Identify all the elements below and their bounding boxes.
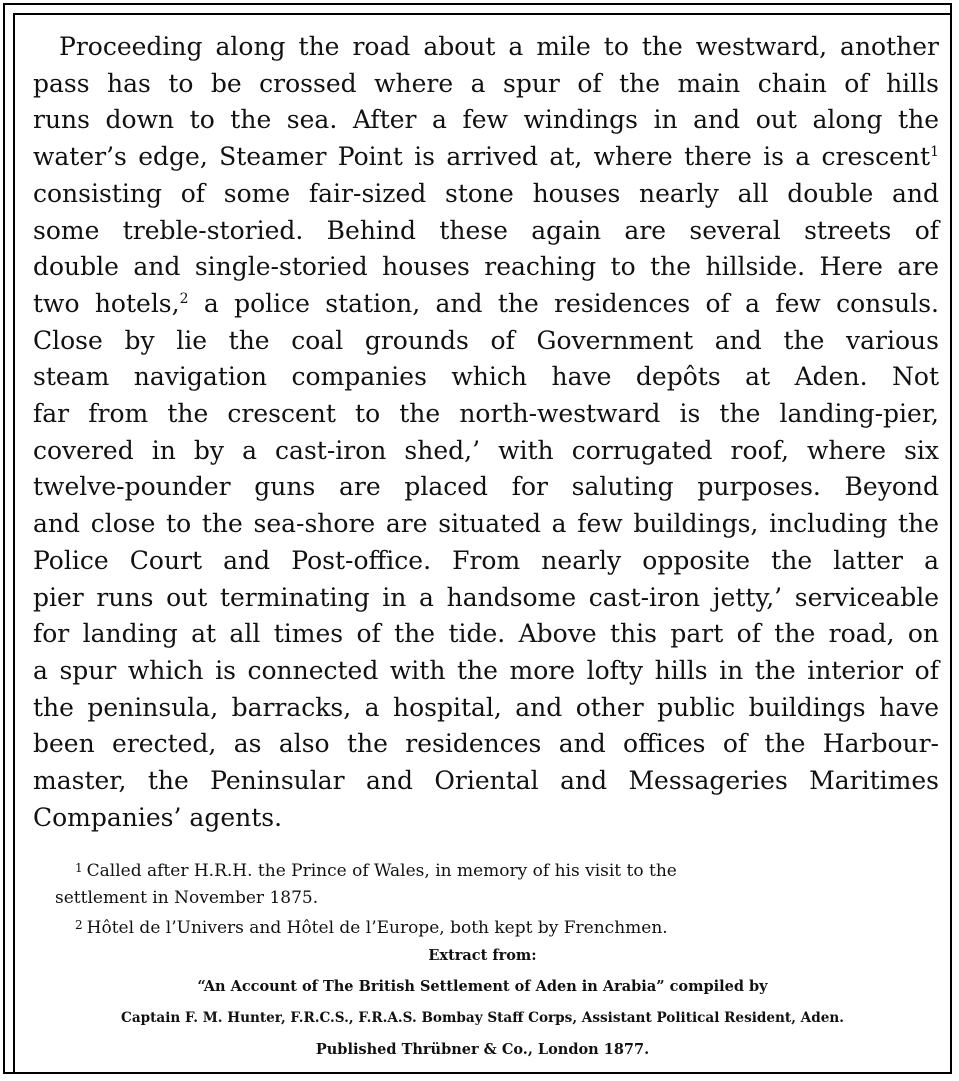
extract-author: Captain F. M. Hunter, F.R.C.S., F.R.A.S. Bombay Staff Corps, Assistant Political Resident, Aden.	[121, 1010, 844, 1026]
outer-border	[3, 3, 952, 1074]
passage-line	[33, 139, 939, 176]
passage-line: runs down to the sea. After a few windings in and out along the	[33, 105, 939, 135]
footnote-1	[55, 855, 895, 885]
extract-publisher: Published Thrübner & Co., London 1877.	[315, 1041, 650, 1058]
passage-line: consisting of some fair-sized stone houses nearly all double and	[33, 178, 939, 208]
passage-line: for landing at all times of the tide. Above this part of the road, on	[33, 619, 939, 649]
passage-line: the peninsula, barracks, a hospital, and other public buildings have	[33, 692, 939, 722]
document-page	[13, 13, 952, 1074]
passage-line: pass has to be crossed where a spur of the main chain of hills	[33, 68, 939, 98]
passage-line: covered in by a cast-iron shed,’ with corrugated roof, where six	[33, 435, 939, 465]
footnote-text: Called after H.R.H. the Prince of Wales, in memory of his visit to the	[86, 861, 677, 881]
extract-heading: Extract from:	[428, 947, 537, 964]
footnote-mark: 2	[75, 918, 83, 932]
passage-line: been erected, as also the residences and offices of the Harbour-	[33, 729, 939, 759]
passage-line: twelve-pounder guns are placed for saluting purposes. Beyond	[33, 472, 939, 502]
main-passage	[33, 29, 939, 836]
passage-line: double and single-storied houses reaching to the hillside. Here are	[33, 252, 939, 282]
footnote-ref-2: 2	[179, 290, 189, 307]
passage-line: Companies’ agents.	[33, 802, 283, 832]
extract-title: “An Account of The British Settlement of Aden in Arabia” compiled by	[197, 978, 768, 995]
passage-line: far from the crescent to the north-westward is the landing-pier,	[33, 399, 939, 429]
passage-line: and close to the sea-shore are situated a few buildings, including the	[33, 509, 939, 539]
passage-line-text: two hotels,	[33, 288, 180, 318]
footnote-2	[55, 912, 895, 942]
passage-line: Police Court and Post-office. From nearly opposite the latter a	[33, 545, 939, 575]
passage-line: some treble-storied. Behind these again are several streets of	[33, 215, 939, 245]
footnote-text: Hôtel de l’Univers and Hôtel de l’Europe, both kept by Frenchmen.	[86, 918, 668, 938]
footnote-mark: 1	[75, 861, 83, 875]
passage-line	[33, 286, 939, 323]
passage-line: pier runs out terminating in a handsome cast-iron jetty,’ serviceable	[33, 582, 939, 612]
passage-line-text: water’s edge, Steamer Point is arrived at, where there is a crescent	[33, 142, 931, 172]
passage-line: a spur which is connected with the more lofty hills in the interior of	[33, 655, 939, 685]
footnote-1-continued: settlement in November 1875.	[55, 888, 319, 908]
footnote-ref-1: 1	[930, 144, 939, 161]
passage-line: Close by lie the coal grounds of Government and the various	[33, 325, 939, 355]
footnotes	[55, 855, 895, 942]
passage-line: master, the Peninsular and Oriental and Messageries Maritimes	[33, 766, 939, 796]
passage-line: Proceeding along the road about a mile to the westward, another	[59, 32, 939, 61]
passage-line-text: a police station, and the residences of a few consuls.	[188, 288, 939, 318]
passage-line: steam navigation companies which have depôts at Aden. Not	[33, 362, 939, 392]
